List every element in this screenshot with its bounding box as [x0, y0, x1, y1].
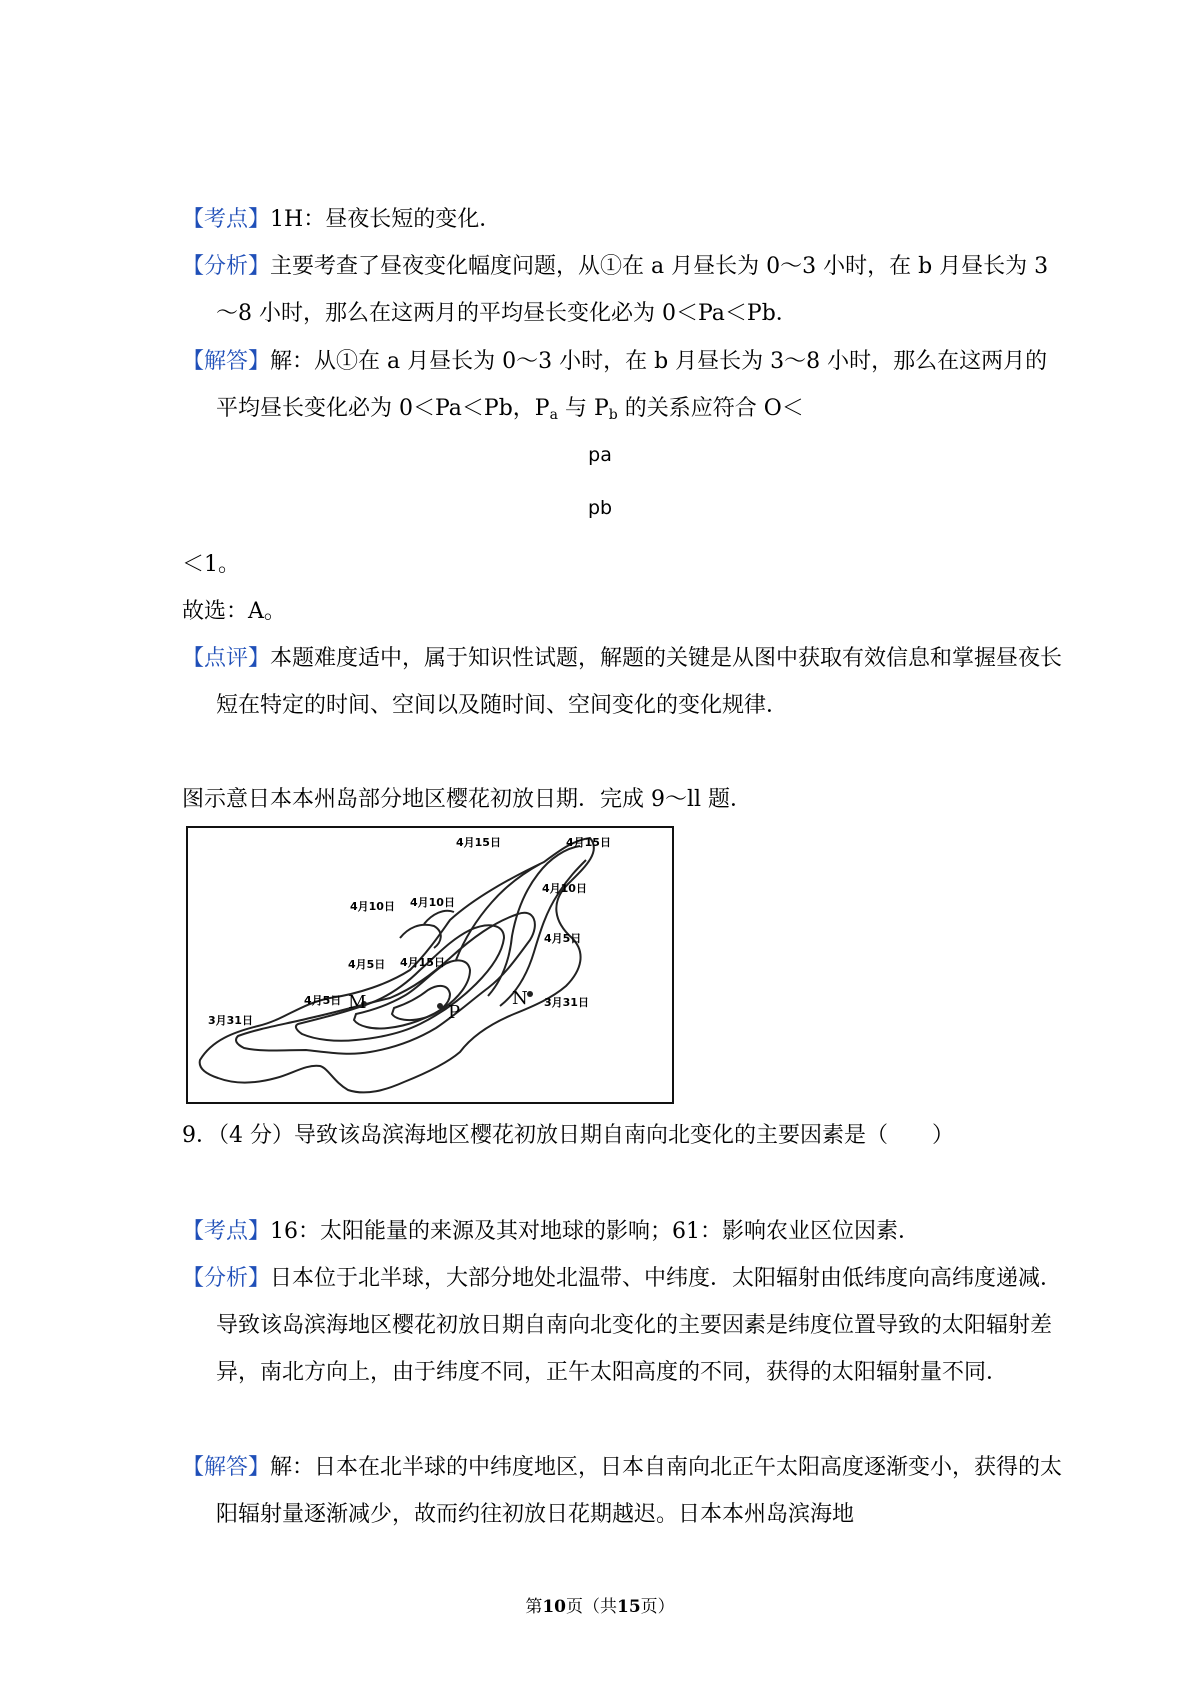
- question-9: 9．（4 分）导致该岛滨海地区樱花初放日期自南向北变化的主要因素是（ ）: [182, 1123, 954, 1148]
- footer-suffix: 页）: [640, 1597, 675, 1617]
- honshu-sakura-map: [186, 826, 674, 1104]
- kaodian-1-tag: 【考点】: [182, 207, 271, 232]
- label-apr10-b: 4月10日: [410, 896, 455, 909]
- figure-intro: 图示意日本本州岛部分地区樱花初放日期．完成 9～ll 题．: [182, 787, 753, 812]
- footer-total-pages: 15: [617, 1597, 641, 1617]
- kaodian-2: [182, 1208, 1064, 1255]
- isoline-north-3: [456, 864, 540, 960]
- label-mar31-a: 3月31日: [208, 1014, 253, 1027]
- map-drawing: [188, 828, 672, 1102]
- dianping-1-text: 本题难度适中，属于知识性试题，解题的关键是从图中获取有效信息和掌握昼夜长短在特定的时间、空间以及随时间、空间变化的变化规律．: [216, 646, 1063, 718]
- label-mar31-b: 3月31日: [544, 996, 589, 1009]
- fenxi-1-tag: 【分析】: [182, 254, 271, 279]
- coastline-outer: [200, 838, 594, 1092]
- jieda-1: [182, 338, 1064, 439]
- jieda-1-text-b: 与 P: [564, 396, 609, 421]
- kaodian-2-text: 16：太阳能量的来源及其对地球的影响；61：影响农业区位因素．: [270, 1219, 921, 1244]
- label-apr15-c: 4月15日: [400, 956, 445, 969]
- dianping-1: [182, 635, 1064, 729]
- fenxi-1: [182, 243, 1064, 337]
- fraction-numerator: pa: [588, 444, 612, 466]
- letter-m: M: [348, 992, 367, 1013]
- fenxi-1-text: 主要考查了昼夜变化幅度问题，从①在 a 月昼长为 0～3 小时，在 b 月昼长为 3～8 小时，那么在这两月的平均昼长变化必为 0＜Pa＜Pb．: [216, 254, 1049, 326]
- jieda-1-sub-b: b: [608, 407, 618, 423]
- jieda-2-tag: 【解答】: [182, 1455, 271, 1480]
- letter-n: N: [512, 988, 528, 1009]
- label-apr10-a: 4月10日: [350, 900, 395, 913]
- jieda-2: [182, 1444, 1064, 1538]
- coast-inlet-w: [400, 925, 441, 948]
- fenxi-2-text: 日本位于北半球，大部分地处北温带、中纬度．太阳辐射由低纬度向高纬度递减．导致该岛滨海地区樱花初放日期自南向北变化的主要因素是纬度位置导致的太阳辐射差异，南北方向上，由于纬度不同，正午太阳高度的不同，获得的太阳辐射量不同．: [216, 1266, 1063, 1385]
- label-apr5-b: 4月5日: [544, 932, 582, 945]
- label-apr5-a: 4月5日: [348, 958, 386, 971]
- isoline-apr5: [296, 925, 504, 1040]
- jieda-2-text: 解：日本在北半球的中纬度地区，日本自南向北正午太阳高度逐渐变小，获得的太阳辐射量逐渐减少，故而约往初放日花期越迟。日本本州岛滨海地: [216, 1455, 1063, 1527]
- kaodian-2-tag: 【考点】: [182, 1219, 271, 1244]
- fenxi-2-tag: 【分析】: [182, 1266, 271, 1291]
- point-p-dot: [437, 1003, 443, 1009]
- label-apr10-c: 4月10日: [542, 882, 587, 895]
- footer-page-number: 10: [542, 1597, 566, 1617]
- dianping-1-tag: 【点评】: [182, 646, 271, 671]
- label-apr5-c: 4月5日: [304, 994, 342, 1007]
- jieda-1-text-a: 解：从①在 a 月昼长为 0～3 小时，在 b 月昼长为 3～8 小时，那么在这两月的平均昼长变化必为 0＜Pa＜Pb，P: [216, 349, 1048, 421]
- letter-p: P: [448, 1002, 461, 1023]
- jieda-1-sub-a: a: [549, 407, 558, 423]
- footer-middle: 页（共: [566, 1597, 617, 1617]
- footer-prefix: 第: [525, 1597, 543, 1617]
- fenxi-2: [182, 1255, 1064, 1396]
- fraction-denominator: pb: [587, 497, 613, 519]
- after-fraction: ＜1。: [182, 552, 240, 577]
- answer-line: 故选：A。: [182, 599, 286, 624]
- label-apr15-a: 4月15日: [456, 836, 501, 849]
- page-footer: [0, 1592, 1200, 1617]
- label-apr15-b: 4月15日: [566, 836, 611, 849]
- kaodian-1: [182, 196, 1064, 243]
- point-n-dot: [527, 991, 533, 997]
- isoline-apr15: [392, 986, 450, 1020]
- jieda-1-text-c: 的关系应符合 O＜: [624, 396, 804, 421]
- kaodian-1-text: 1H：昼夜长短的变化．: [270, 207, 502, 232]
- jieda-1-tag: 【解答】: [182, 349, 271, 374]
